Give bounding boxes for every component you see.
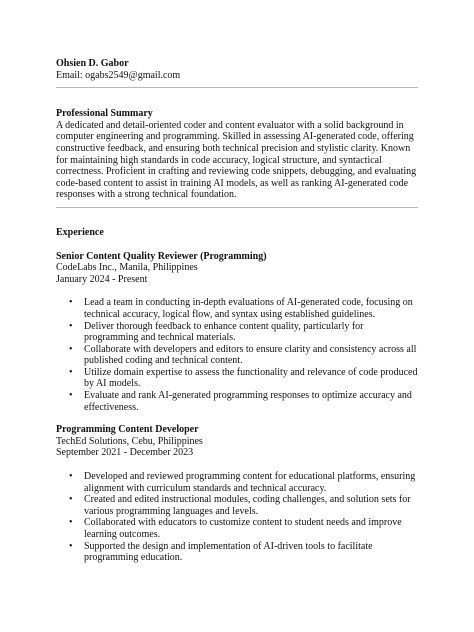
candidate-name: Ohsien D. Gabor — [56, 58, 129, 69]
job-bullet: • Supported the design and implementation of AI-driven tools to facilitate programming education. — [56, 541, 418, 564]
job-bullet: • Lead a team in conducting in-depth evaluations of AI-generated code, focusing on technical accuracy, logical flow, and syntax using established guidelines. — [56, 297, 418, 320]
job-company: TechEd Solutions, Cebu, Philippines — [56, 435, 203, 447]
summary-text: A dedicated and detail-oriented coder and content evaluator with a solid background in computer engineering and programming. Skilled in assessing AI-generated code, offering constructive feedback, and ensuring both technical precision and stylistic clarity. Known for maintaining high standards in code accuracy, logical structure, and syntactical correctness. Proficient in crafting and reviewing code snippets, debugging, and evaluating code-based content to assist in training AI models, as well as ranking AI-generated code responses with a strong technical foundation. — [56, 119, 417, 201]
job-bullet: • Collaborated with educators to customize content to student needs and improve learning outcomes. — [56, 517, 418, 540]
header — [56, 58, 418, 81]
summary-section — [56, 108, 418, 201]
email-line: Email: ogabs2549@gmail.com — [56, 69, 181, 81]
job-bullet: • Evaluate and rank AI-generated programming responses to optimize accuracy and effectiveness. — [56, 390, 418, 413]
job-bullet: • Collaborate with developers and editors to ensure clarity and consistency across all published coding and technical content. — [56, 344, 418, 367]
summary-title: Professional Summary — [56, 108, 153, 120]
job-bullet: • Created and edited instructional modules, coding challenges, and solution sets for various programming languages and levels. — [56, 494, 418, 517]
job-dates: January 2024 - Present — [56, 273, 148, 285]
job-title: Senior Content Quality Reviewer (Programming) — [56, 250, 267, 262]
divider-summary — [56, 207, 418, 208]
divider-header — [56, 87, 418, 88]
experience-section — [56, 227, 418, 564]
job-bullet: • Developed and reviewed programming content for educational platforms, ensuring alignment with curriculum standards and technical accuracy. — [56, 471, 418, 494]
experience-title: Experience — [56, 226, 104, 238]
job-entry — [56, 251, 418, 414]
job-entry — [56, 424, 418, 564]
job-bullet: • Deliver thorough feedback to enhance content quality, particularly for programming and technical materials. — [56, 321, 418, 344]
job-bullets — [56, 471, 418, 564]
job-bullets — [56, 297, 418, 413]
job-bullet: • Utilize domain expertise to assess the functionality and relevance of code produced by AI models. — [56, 367, 418, 390]
job-dates: September 2021 - December 2023 — [56, 447, 194, 459]
job-title: Programming Content Developer — [56, 424, 199, 436]
job-company: CodeLabs Inc., Manila, Philippines — [56, 262, 198, 274]
